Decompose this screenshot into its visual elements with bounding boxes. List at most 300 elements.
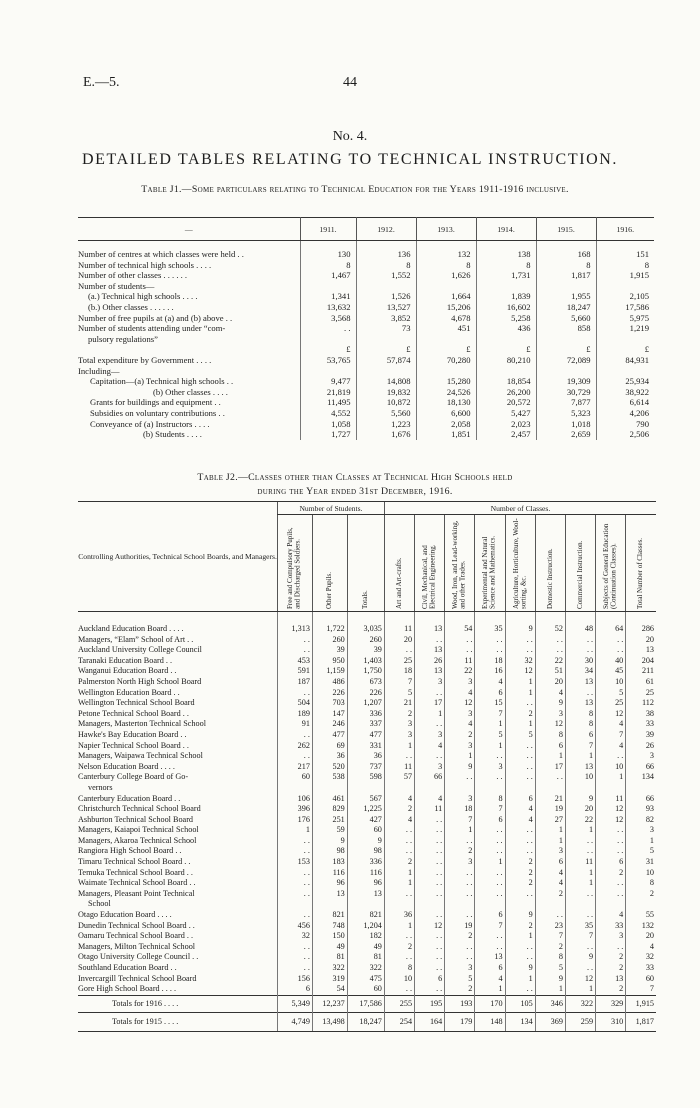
- authority-name: Managers, Masterton Technical School: [78, 719, 206, 729]
- totals-label: Totals for 1915 . . . .: [78, 1012, 278, 1031]
- cell-value: 4,206: [596, 408, 654, 419]
- cell-value: 2: [445, 846, 475, 857]
- cell-value: 396: [278, 804, 313, 815]
- cell-value: 2,506: [596, 429, 654, 440]
- cell-value: . .: [278, 889, 313, 900]
- cell-value: . .: [278, 836, 313, 847]
- cell-value: 11,495: [300, 397, 356, 408]
- cell-value: [312, 899, 347, 910]
- cell-value: 82: [626, 815, 656, 826]
- table-row: [78, 419, 654, 430]
- cell-value: 4: [535, 688, 565, 699]
- year-header: 1914.: [476, 218, 536, 241]
- cell-value: 13: [415, 666, 445, 677]
- cell-value: 1: [565, 878, 595, 889]
- table-row: [78, 241, 654, 260]
- authority-name: Timaru Technical School Board . .: [78, 857, 191, 867]
- cell-value: 26: [415, 656, 445, 667]
- cell-value: . .: [505, 836, 535, 847]
- cell-value: . .: [475, 645, 505, 656]
- cell-value: 84,931: [596, 355, 654, 366]
- cell-value: . .: [596, 942, 626, 953]
- cell-value: 1,526: [356, 291, 416, 302]
- cell-value: 504: [278, 698, 313, 709]
- table-row: [78, 868, 656, 879]
- cell-value: 4: [596, 910, 626, 921]
- cell-value: 6: [415, 974, 445, 985]
- cell-value: 57,874: [356, 355, 416, 366]
- cell-value: 15,280: [416, 376, 476, 387]
- cell-value: 6: [565, 730, 595, 741]
- cell-value: 12: [596, 815, 626, 826]
- cell-value: 153: [278, 857, 313, 868]
- table-row: [78, 804, 656, 815]
- table-row: [78, 376, 654, 387]
- cell-value: [535, 783, 565, 794]
- cell-value: 2: [596, 963, 626, 974]
- cell-value: . .: [445, 868, 475, 879]
- cell-value: 1,750: [347, 666, 384, 677]
- cell-value: [278, 899, 313, 910]
- cell-value: . .: [384, 846, 414, 857]
- cell-value: 7: [535, 931, 565, 942]
- cell-value: 2: [384, 804, 414, 815]
- cell-value: 7: [384, 677, 414, 688]
- cell-value: 9: [535, 974, 565, 985]
- cell-value: 10,872: [356, 397, 416, 408]
- cell-value: . .: [445, 635, 475, 646]
- total-value: 4,749: [278, 1012, 313, 1031]
- cell-value: . .: [596, 836, 626, 847]
- cell-value: 7: [475, 804, 505, 815]
- cell-value: 25,934: [596, 376, 654, 387]
- cell-value: 21: [535, 794, 565, 805]
- cell-value: 3: [445, 741, 475, 752]
- cell-value: 6: [475, 963, 505, 974]
- column-header: Free and Compulsory Pupils, and Discharged Soldiers.: [278, 515, 313, 612]
- cell-value: 1,676: [356, 429, 416, 440]
- authority-name: Auckland University College Council: [78, 645, 202, 655]
- cell-value: . .: [445, 942, 475, 953]
- cell-value: . .: [445, 952, 475, 963]
- total-value: 1,915: [626, 995, 656, 1012]
- cell-value: 5: [505, 730, 535, 741]
- cell-value: 246: [312, 719, 347, 730]
- cell-value: 322: [347, 963, 384, 974]
- cell-value: 1,204: [347, 921, 384, 932]
- authority-name: Managers, Milton Technical School: [78, 941, 196, 951]
- cell-value: 451: [416, 323, 476, 334]
- cell-value: . .: [445, 836, 475, 847]
- table-row: [78, 931, 656, 942]
- table-row: [78, 794, 656, 805]
- cell-value: 1,207: [347, 698, 384, 709]
- cell-value: [415, 899, 445, 910]
- cell-value: 3: [415, 762, 445, 773]
- cell-value: [300, 334, 356, 345]
- cell-value: . .: [415, 942, 445, 953]
- total-value: 134: [505, 1012, 535, 1031]
- table-row: [78, 281, 654, 292]
- classes-group-header: Number of Classes.: [384, 502, 656, 515]
- total-value: 164: [415, 1012, 445, 1031]
- row-label: Number of other classes . . . . . .: [78, 270, 188, 281]
- table-row: [78, 688, 656, 699]
- cell-value: 34: [565, 666, 595, 677]
- cell-value: [505, 899, 535, 910]
- cell-value: . .: [596, 645, 626, 656]
- cell-value: 8: [596, 260, 654, 271]
- cell-value: 1: [384, 921, 414, 932]
- cell-value: 12: [415, 921, 445, 932]
- cell-value: 9: [347, 836, 384, 847]
- cell-value: . .: [278, 963, 313, 974]
- cell-value: 60: [347, 825, 384, 836]
- cell-value: £: [300, 344, 356, 355]
- authority-name: Otago Education Board . . . .: [78, 910, 172, 920]
- cell-value: . .: [278, 878, 313, 889]
- cell-value: 9: [505, 612, 535, 635]
- cell-value: 3,568: [300, 313, 356, 324]
- cell-value: 8: [356, 260, 416, 271]
- table-row: [78, 635, 656, 646]
- total-value: 18,247: [347, 1012, 384, 1031]
- cell-value: 25: [384, 656, 414, 667]
- column-header: Commercial Instruction.: [565, 515, 595, 612]
- cell-value: 32: [626, 952, 656, 963]
- cell-value: 48: [565, 612, 595, 635]
- cell-value: . .: [596, 889, 626, 900]
- cell-value: 1,552: [356, 270, 416, 281]
- table-j2-title-line1: Table J2.—Classes other than Classes at Technical High Schools held: [197, 472, 513, 483]
- table-row: [78, 762, 656, 773]
- total-value: 259: [565, 1012, 595, 1031]
- cell-value: . .: [278, 846, 313, 857]
- cell-value: . .: [475, 772, 505, 783]
- cell-value: 211: [626, 666, 656, 677]
- cell-value: 20,572: [476, 397, 536, 408]
- cell-value: 66: [626, 794, 656, 805]
- table-row: [78, 984, 656, 995]
- cell-value: . .: [278, 645, 313, 656]
- cell-value: 2: [505, 857, 535, 868]
- cell-value: 11: [384, 762, 414, 773]
- cell-value: 1,915: [596, 270, 654, 281]
- cell-value: . .: [415, 836, 445, 847]
- cell-value: 70,280: [416, 355, 476, 366]
- cell-value: 1: [505, 719, 535, 730]
- cell-value: 20: [626, 635, 656, 646]
- cell-value: [356, 334, 416, 345]
- cell-value: 9: [535, 698, 565, 709]
- cell-value: 60: [626, 974, 656, 985]
- cell-value: [596, 783, 626, 794]
- row-label: [78, 344, 300, 355]
- cell-value: 182: [347, 931, 384, 942]
- cell-value: [416, 281, 476, 292]
- cell-value: 9: [505, 910, 535, 921]
- cell-value: 1: [535, 984, 565, 995]
- cell-value: 132: [416, 241, 476, 260]
- cell-value: 4: [475, 677, 505, 688]
- cell-value: . .: [505, 741, 535, 752]
- cell-value: £: [356, 344, 416, 355]
- table-row: [78, 334, 654, 345]
- cell-value: 11: [445, 656, 475, 667]
- cell-value: . .: [596, 825, 626, 836]
- authority-name: School: [88, 899, 111, 909]
- cell-value: 1: [626, 836, 656, 847]
- cell-value: 13,632: [300, 302, 356, 313]
- cell-value: 251: [312, 815, 347, 826]
- cell-value: 98: [347, 846, 384, 857]
- cell-value: 1: [535, 751, 565, 762]
- cell-value: 2: [445, 984, 475, 995]
- cell-value: 453: [278, 656, 313, 667]
- authority-name: Hawke's Bay Education Board . .: [78, 729, 187, 739]
- cell-value: [565, 783, 595, 794]
- cell-value: 20: [565, 804, 595, 815]
- column-header: Civil, Mechanical, and Electrical Engineering.: [415, 515, 445, 612]
- authority-name: Wellington Technical School Board: [78, 698, 195, 708]
- cell-value: 150: [312, 931, 347, 942]
- cell-value: 8: [626, 878, 656, 889]
- table-row: [78, 846, 656, 857]
- cell-value: . .: [475, 942, 505, 953]
- cell-value: 427: [347, 815, 384, 826]
- cell-value: . .: [415, 868, 445, 879]
- cell-value: 5,975: [596, 313, 654, 324]
- cell-value: 4: [596, 719, 626, 730]
- cell-value: 138: [476, 241, 536, 260]
- page-number: 44: [343, 75, 357, 90]
- cell-value: 1: [384, 741, 414, 752]
- row-label: pulsory regulations”: [88, 333, 158, 344]
- cell-value: 1: [535, 836, 565, 847]
- cell-value: 477: [312, 730, 347, 741]
- cell-value: 322: [312, 963, 347, 974]
- table-j1-title: Table J1.—Some particulars relating to Technical Education for the Years 1911-1916 inclusive.: [141, 184, 569, 195]
- table-row: [78, 344, 654, 355]
- cell-value: 1: [475, 857, 505, 868]
- cell-value: . .: [415, 984, 445, 995]
- row-label: (b) Other classes . . . .: [153, 386, 228, 397]
- cell-value: 45: [596, 666, 626, 677]
- total-value: 17,586: [347, 995, 384, 1012]
- authority-name: Otago University College Council . .: [78, 952, 199, 962]
- cell-value: 72,089: [536, 355, 596, 366]
- column-header: Domestic Instruction.: [535, 515, 565, 612]
- cell-value: . .: [445, 878, 475, 889]
- table-j1-header: [78, 218, 654, 241]
- cell-value: 60: [278, 772, 313, 783]
- cell-value: 1,159: [312, 666, 347, 677]
- cell-value: [356, 366, 416, 377]
- cell-value: 1: [565, 751, 595, 762]
- cell-value: 49: [347, 942, 384, 953]
- column-header: Experimental and Natural Science and Mathematics.: [475, 515, 505, 612]
- cell-value: 286: [626, 612, 656, 635]
- cell-value: 1: [278, 825, 313, 836]
- cell-value: 2: [535, 942, 565, 953]
- cell-value: 319: [312, 974, 347, 985]
- cell-value: . .: [445, 889, 475, 900]
- table-row: [78, 741, 656, 752]
- cell-value: . .: [278, 910, 313, 921]
- cell-value: 456: [278, 921, 313, 932]
- cell-value: . .: [475, 836, 505, 847]
- cell-value: 486: [312, 677, 347, 688]
- cell-value: 91: [278, 719, 313, 730]
- cell-value: . .: [596, 751, 626, 762]
- cell-value: 12: [445, 698, 475, 709]
- cell-value: 4,552: [300, 408, 356, 419]
- table-row: [78, 698, 656, 709]
- cell-value: . .: [505, 984, 535, 995]
- row-label: Grants for buildings and equipment . .: [90, 397, 221, 408]
- cell-value: 61: [626, 677, 656, 688]
- cell-value: 2: [445, 730, 475, 741]
- table-row: [78, 783, 656, 794]
- authority-name: Managers, Akaroa Technical School: [78, 835, 197, 845]
- cell-value: 12: [535, 719, 565, 730]
- cell-value: 6: [278, 984, 313, 995]
- cell-value: 176: [278, 815, 313, 826]
- cell-value: 39: [626, 730, 656, 741]
- cell-value: 19,832: [356, 387, 416, 398]
- cell-value: . .: [278, 942, 313, 953]
- cell-value: . .: [505, 751, 535, 762]
- cell-value: 4: [626, 942, 656, 953]
- totals-row: [78, 1012, 656, 1031]
- authority-name: Canterbury College Board of Go-: [78, 772, 189, 782]
- cell-value: 8: [565, 719, 595, 730]
- row-label: (a.) Technical high schools . . . .: [88, 291, 198, 302]
- table-row: [78, 836, 656, 847]
- cell-value: 5: [596, 688, 626, 699]
- cell-value: 80,210: [476, 355, 536, 366]
- cell-value: 64: [596, 612, 626, 635]
- cell-value: 2: [535, 889, 565, 900]
- cell-value: £: [596, 344, 654, 355]
- cell-value: 3: [445, 963, 475, 974]
- cell-value: 591: [278, 666, 313, 677]
- table-row: [78, 857, 656, 868]
- cell-value: 1,219: [596, 323, 654, 334]
- cell-value: 226: [347, 688, 384, 699]
- cell-value: 31: [626, 857, 656, 868]
- cell-value: 1: [565, 825, 595, 836]
- cell-value: 8: [535, 730, 565, 741]
- cell-value: 20: [384, 635, 414, 646]
- year-header: 1912.: [356, 218, 416, 241]
- cell-value: 2,023: [476, 419, 536, 430]
- cell-value: 13: [565, 698, 595, 709]
- cell-value: 4: [535, 868, 565, 879]
- cell-value: 18: [445, 804, 475, 815]
- cell-value: [596, 899, 626, 910]
- cell-value: . .: [505, 772, 535, 783]
- cell-value: 2,105: [596, 291, 654, 302]
- table-row: [78, 952, 656, 963]
- cell-value: 26: [626, 741, 656, 752]
- table-row: [78, 260, 654, 271]
- cell-value: 5: [475, 730, 505, 741]
- cell-value: 66: [626, 762, 656, 773]
- cell-value: [626, 783, 656, 794]
- cell-value: 2: [626, 889, 656, 900]
- cell-value: . .: [384, 931, 414, 942]
- cell-value: 39: [312, 645, 347, 656]
- cell-value: 8: [384, 963, 414, 974]
- cell-value: . .: [505, 889, 535, 900]
- cell-value: 3: [445, 709, 475, 720]
- cell-value: 27: [535, 815, 565, 826]
- cell-value: 703: [312, 698, 347, 709]
- cell-value: 53,765: [300, 355, 356, 366]
- cell-value: 116: [347, 868, 384, 879]
- authority-name: Nelson Education Board . . . .: [78, 761, 175, 771]
- cell-value: 1,722: [312, 612, 347, 635]
- row-label: Number of technical high schools . . . .: [78, 259, 212, 270]
- cell-value: 3: [415, 730, 445, 741]
- cell-value: 14,808: [356, 376, 416, 387]
- cell-value: 1,058: [300, 419, 356, 430]
- cell-value: 12: [596, 709, 626, 720]
- cell-value: 4: [384, 794, 414, 805]
- total-value: 255: [384, 995, 414, 1012]
- cell-value: . .: [475, 751, 505, 762]
- cell-value: . .: [505, 762, 535, 773]
- total-value: 179: [445, 1012, 475, 1031]
- cell-value: 2: [596, 952, 626, 963]
- cell-value: 13: [312, 889, 347, 900]
- authority-name: Managers, Pleasant Point Technical: [78, 888, 195, 898]
- cell-value: 337: [347, 719, 384, 730]
- cell-value: 4: [475, 974, 505, 985]
- cell-value: . .: [565, 889, 595, 900]
- section-reference: E.—5.: [83, 75, 120, 90]
- authority-name: Dunedin Technical School Board . .: [78, 920, 195, 930]
- cell-value: 1: [475, 741, 505, 752]
- cell-value: 3: [445, 857, 475, 868]
- cell-value: 4: [445, 688, 475, 699]
- cell-value: 4: [505, 815, 535, 826]
- cell-value: [312, 783, 347, 794]
- cell-value: [536, 281, 596, 292]
- table-j2: [78, 501, 656, 1032]
- table-row: [78, 313, 654, 324]
- cell-value: 134: [626, 772, 656, 783]
- cell-value: 60: [347, 984, 384, 995]
- cell-value: 112: [626, 698, 656, 709]
- cell-value: 189: [278, 709, 313, 720]
- cell-value: 55: [626, 910, 656, 921]
- column-header: Art and Art-crafts.: [384, 515, 414, 612]
- cell-value: 1,955: [536, 291, 596, 302]
- cell-value: 7: [475, 709, 505, 720]
- cell-value: 21,819: [300, 387, 356, 398]
- cell-value: 2: [384, 857, 414, 868]
- cell-value: . .: [505, 942, 535, 953]
- authority-name: Petone Technical School Board . .: [78, 708, 189, 718]
- cell-value: 821: [312, 910, 347, 921]
- cell-value: 12: [565, 974, 595, 985]
- cell-value: . .: [565, 688, 595, 699]
- row-label: Conveyance of (a) Instructors . . . .: [90, 418, 210, 429]
- year-header: 1911.: [300, 218, 356, 241]
- column-header: Totals.: [347, 515, 384, 612]
